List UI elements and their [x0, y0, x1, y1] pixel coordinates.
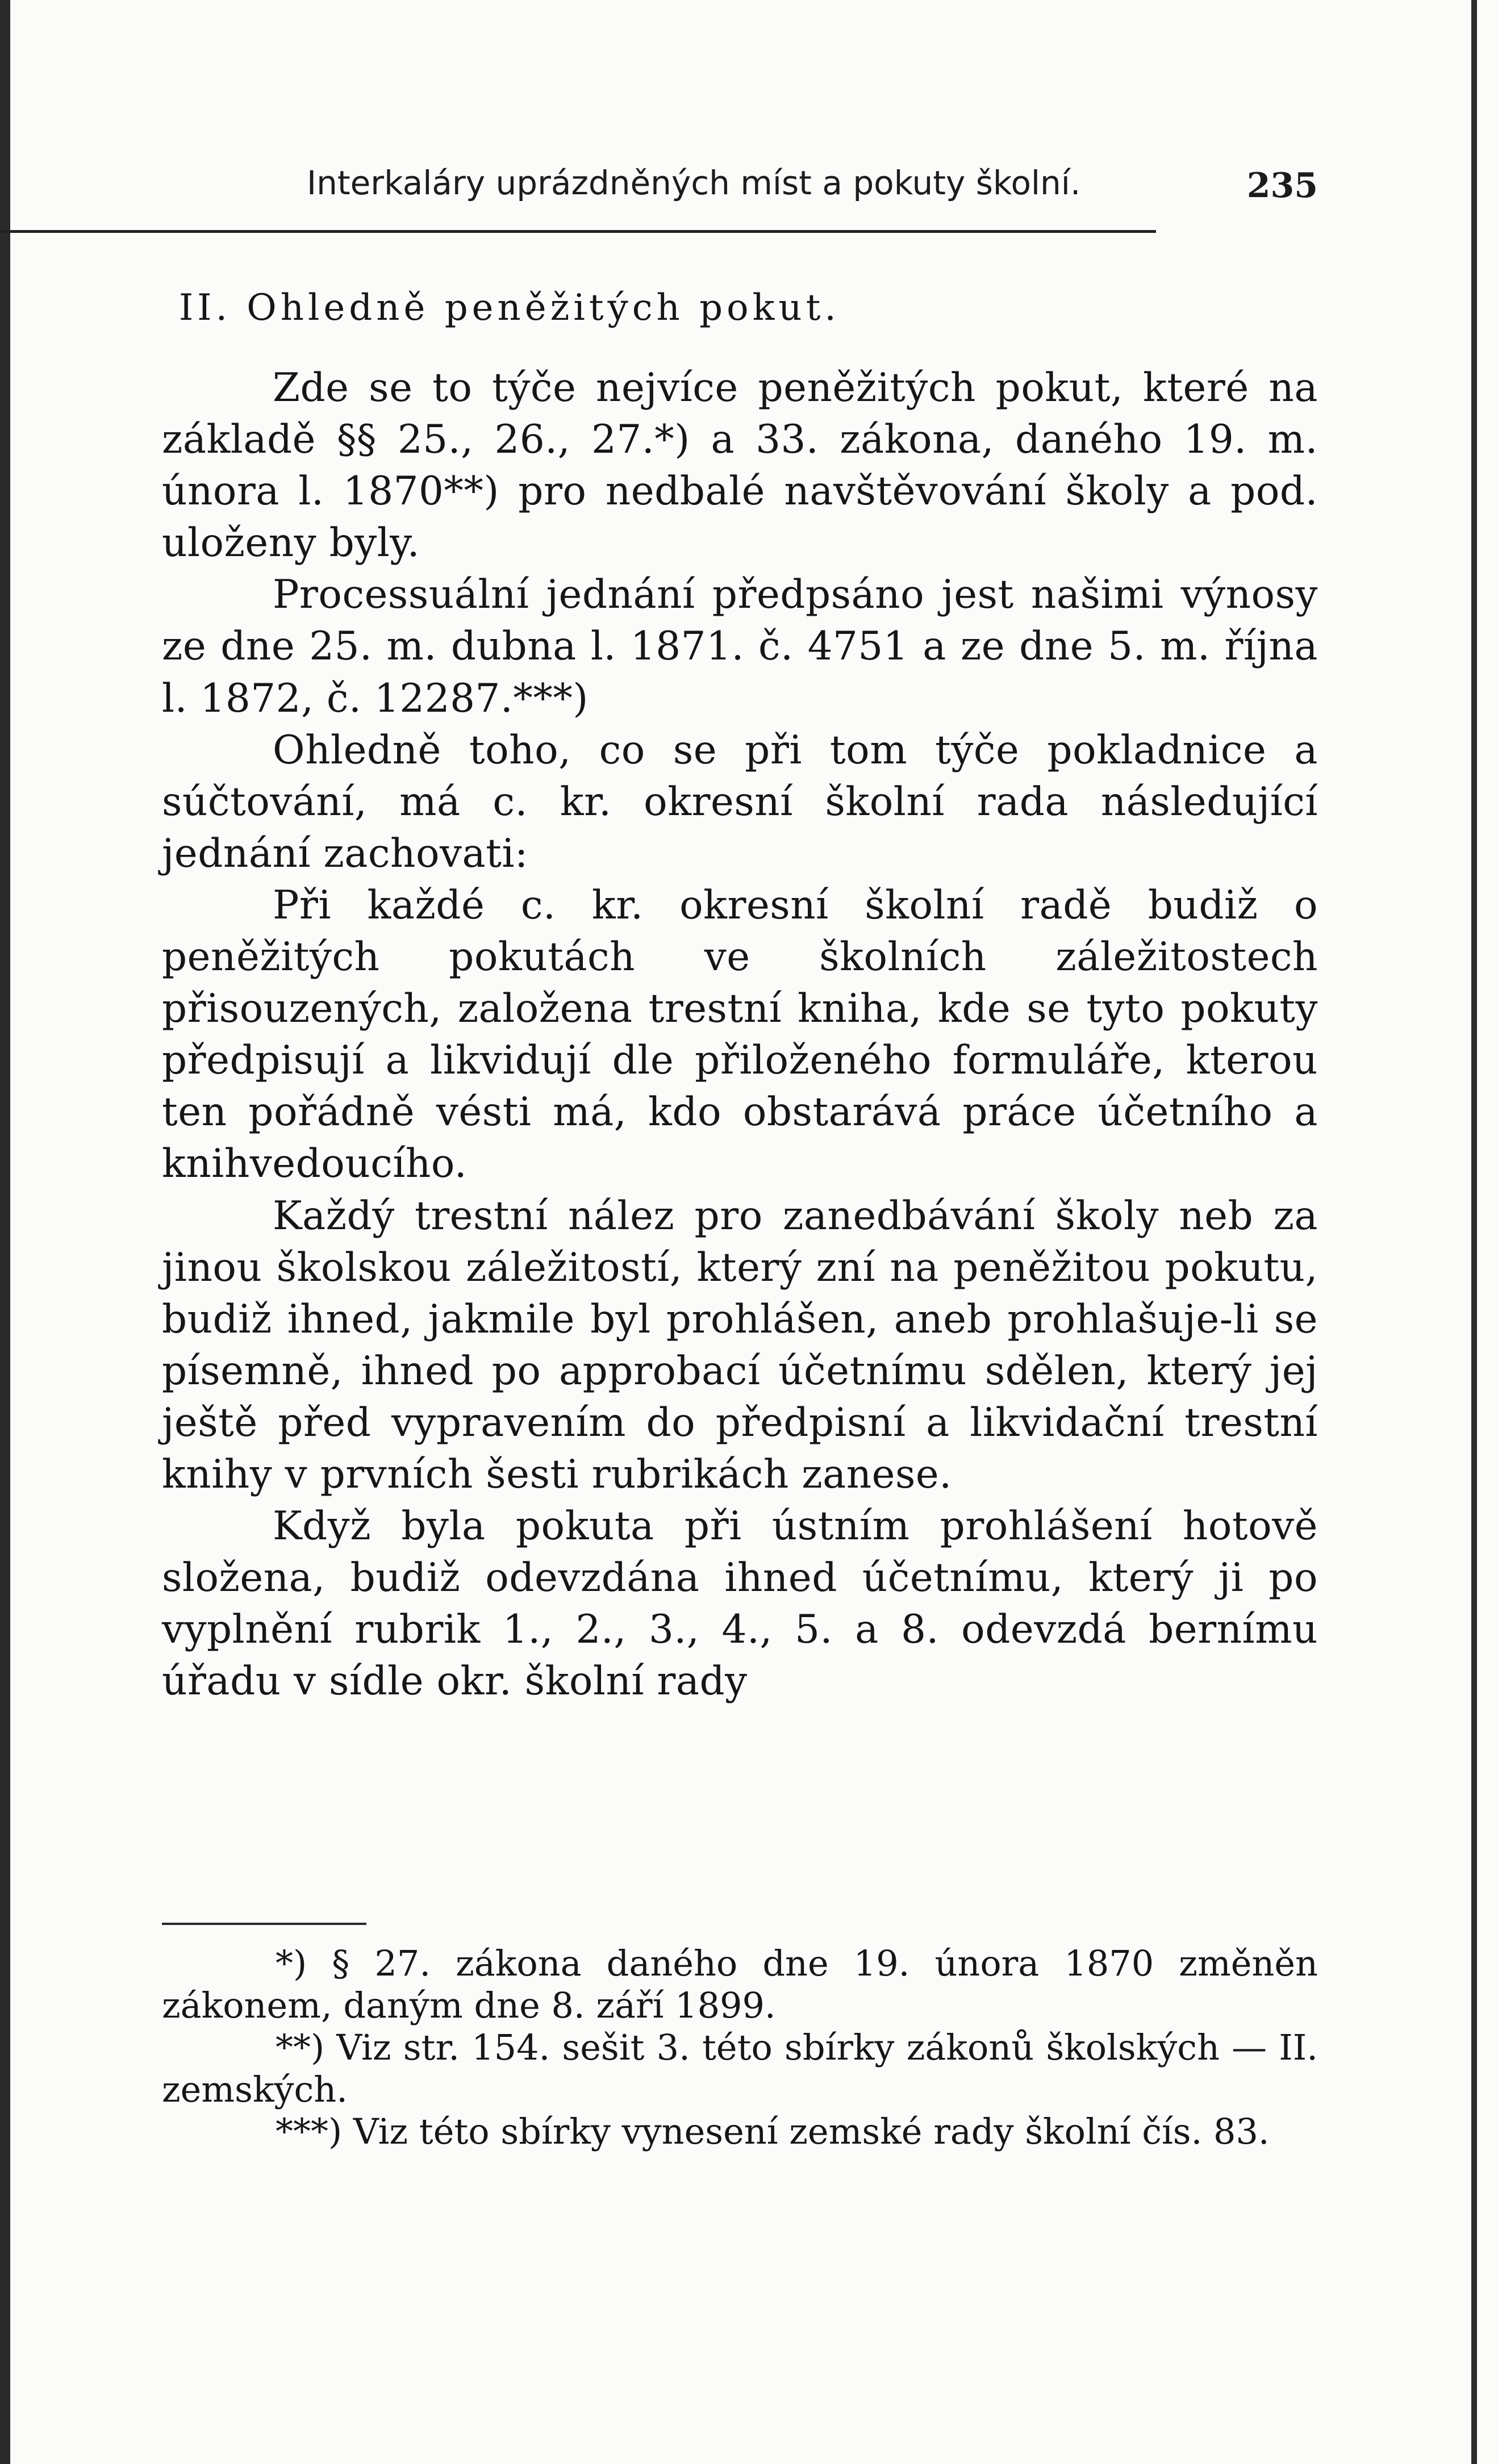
paragraph: Při každé c. kr. okresní školní radě budiž o peněžitých pokutách ve školních záležitostech přisouzených, založena trestní kniha, kde se tyto pokuty předpisují a likvidují dle přiloženého formuláře, kterou ten pořádně vésti má, kdo obstarává práce účetního a knihvedoucího. — [162, 882, 1318, 1187]
paragraph: Zde se to týče nejvíce peněžitých pokut, které na základě §§ 25., 26., 27.*) a 33. zákona, daného 19. m. února l. 1870**) pro nedbalé navštěvování školy a pod. uloženy byly. — [162, 365, 1318, 566]
footnote: *) § 27. zákona daného dne 19. února 1870 změněn zákonem, daným dne 8. září 1899. — [162, 1943, 1318, 2026]
footnotes — [162, 1943, 1318, 2153]
paragraph: Když byla pokuta při ústním prohlášení hotově složena, budiž odevzdána ihned účetnímu, který ji po vyplnění rubrik 1., 2., 3., 4., 5. a 8. odevzdá bernímu úřadu v sídle okr. školní rady — [162, 1504, 1318, 1705]
footnote: **) Viz str. 154. sešit 3. této sbírky zákonů školských — II. zemských. — [162, 2027, 1318, 2110]
body-text — [162, 362, 1318, 1707]
header-rule — [0, 230, 1156, 233]
paragraph: Ohledně toho, co se při tom týče pokladnice a súčtování, má c. kr. okresní školní rada následující jednání zachovati: — [162, 727, 1318, 876]
footnote-rule — [162, 1923, 366, 1925]
section-title: II. Ohledně peněžitých pokut. — [179, 287, 840, 329]
footnote: ***) Viz této sbírky vynesení zemské rady školní čís. 83. — [276, 2111, 1270, 2152]
paragraph: Každý trestní nález pro zanedbávání školy neb za jinou školskou záležitostí, který zní na peněžitou pokutu, budiž ihned, jakmile byl prohlášen, aneb prohlašuje-li se písemně, ihned po approbací účetnímu sdělen, který jej ještě před vypravením do předpisní a likvidační trestní knihy v prvních šesti rubrikách zanese. — [162, 1193, 1318, 1497]
page-binding-edge — [0, 0, 10, 2464]
running-title: Interkaláry uprázdněných míst a pokuty školní. — [307, 164, 1081, 202]
page-fore-edge — [1471, 0, 1477, 2464]
page-number: 235 — [1246, 166, 1318, 206]
paragraph: Processuální jednání předpsáno jest našimi výnosy ze dne 25. m. dubna l. 1871. č. 4751 a ze dne 5. m. října l. 1872, č. 12287.***) — [162, 572, 1318, 721]
running-header — [162, 148, 1318, 206]
